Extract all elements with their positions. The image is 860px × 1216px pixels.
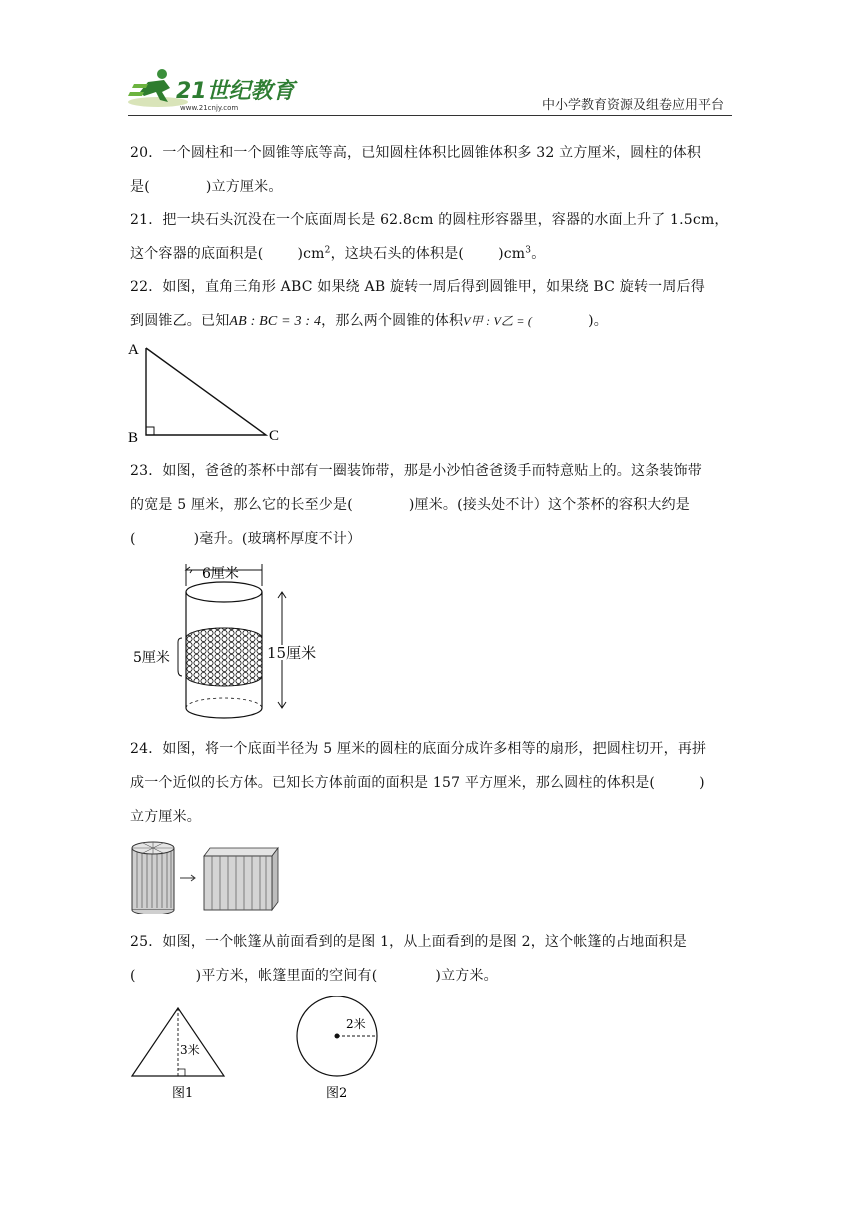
q23-line3: ( )毫升。(玻璃杯厚度不计）: [130, 531, 362, 547]
fig1-caption: 图1: [172, 1086, 194, 1101]
question-22: [130, 270, 732, 339]
volume-ratio: V甲 : V乙 = (: [463, 314, 533, 328]
q24-line2: 成一个近似的长方体。已知长方体前面的面积是 157 平方厘米，那么圆柱的体积是( ): [130, 775, 705, 791]
q20-line2: 是( )立方厘米。: [130, 179, 283, 195]
q22-line2: 到圆锥乙。已知AB : BC = 3 : 4，那么两个圆锥的体积V甲 : V乙 = ( )。: [130, 313, 608, 329]
q21-line2: 这个容器的底面积是( )$cm^2$，这块石头的体积是( )$cm^3$。: [130, 245, 546, 262]
q25-line2: ( )平方米，帐篷里面的空间有( )立方米。: [130, 968, 498, 984]
q21-line1: 21．把一块石头沉没在一个底面周长是 62.8cm 的圆柱形容器里，容器的水面上升了 1.5cm，: [130, 212, 729, 228]
label-b: B: [128, 430, 139, 446]
cup-top: [186, 582, 262, 602]
cuboid-front: [204, 856, 272, 910]
fig1-height-label: 3米: [180, 1043, 200, 1057]
site-logo: [118, 62, 318, 114]
platform-name: 中小学教育资源及组卷应用平台: [541, 98, 724, 113]
label-c: C: [269, 428, 280, 444]
triangle-abc: [146, 348, 266, 435]
q20-line1: 20．一个圆柱和一个圆锥等底等高，已知圆柱体积比圆锥体积多 32 立方厘米，圆柱的体积: [130, 145, 702, 161]
triangle-abc-figure: [124, 338, 294, 448]
band-bracket: [178, 638, 182, 676]
header-divider: [128, 115, 732, 116]
band-width-label: 5厘米: [133, 650, 170, 666]
q22-line1: 22．如图，直角三角形 ABC 如果绕 AB 旋转一周后得到圆锥甲，如果绕 BC 旋转一周后得: [130, 279, 705, 295]
cup-diameter-label: 6厘米: [202, 566, 239, 582]
q25-line1: 25．如图，一个帐篷从前面看到的是图 1，从上面看到的是图 2，这个帐篷的占地面积是: [130, 934, 687, 950]
cylinder-to-cuboid-figure: [128, 838, 288, 914]
label-a: A: [128, 342, 139, 358]
logo-text: 21世纪教育: [176, 79, 295, 104]
decorative-band: [186, 628, 262, 686]
tea-cup-figure: [130, 558, 330, 724]
right-angle-mark: [146, 427, 154, 435]
q23-line2: 的宽是 5 厘米，那么它的长至少是( )厘米。(接头处不计）这个茶杯的容积大约是: [130, 497, 690, 513]
q24-line1: 24．如图，将一个底面半径为 5 厘米的圆柱的底面分成许多相等的扇形，把圆柱切开，再拼: [130, 741, 707, 757]
question-20: [130, 136, 732, 204]
ratio-expression: AB : BC = 3 : 4: [229, 314, 322, 329]
question-23: [130, 454, 732, 556]
question-24: [130, 732, 732, 834]
question-21: [130, 203, 732, 271]
q23-line1: 23．如图，爸爸的茶杯中部有一圈装饰带，那是小沙怕爸爸烫手而特意贴上的。这条装饰带: [130, 463, 703, 479]
fig2-radius-label: 2米: [346, 1017, 366, 1031]
runner-logo-icon: [118, 62, 318, 114]
question-25: [130, 925, 732, 993]
logo-url: www.21cnjy.com: [180, 104, 239, 112]
fig2-caption: 图2: [326, 1086, 348, 1101]
cup-height-label: 15厘米: [267, 644, 317, 662]
q24-line3: 立方厘米。: [130, 809, 201, 825]
tent-figures: [128, 996, 398, 1104]
